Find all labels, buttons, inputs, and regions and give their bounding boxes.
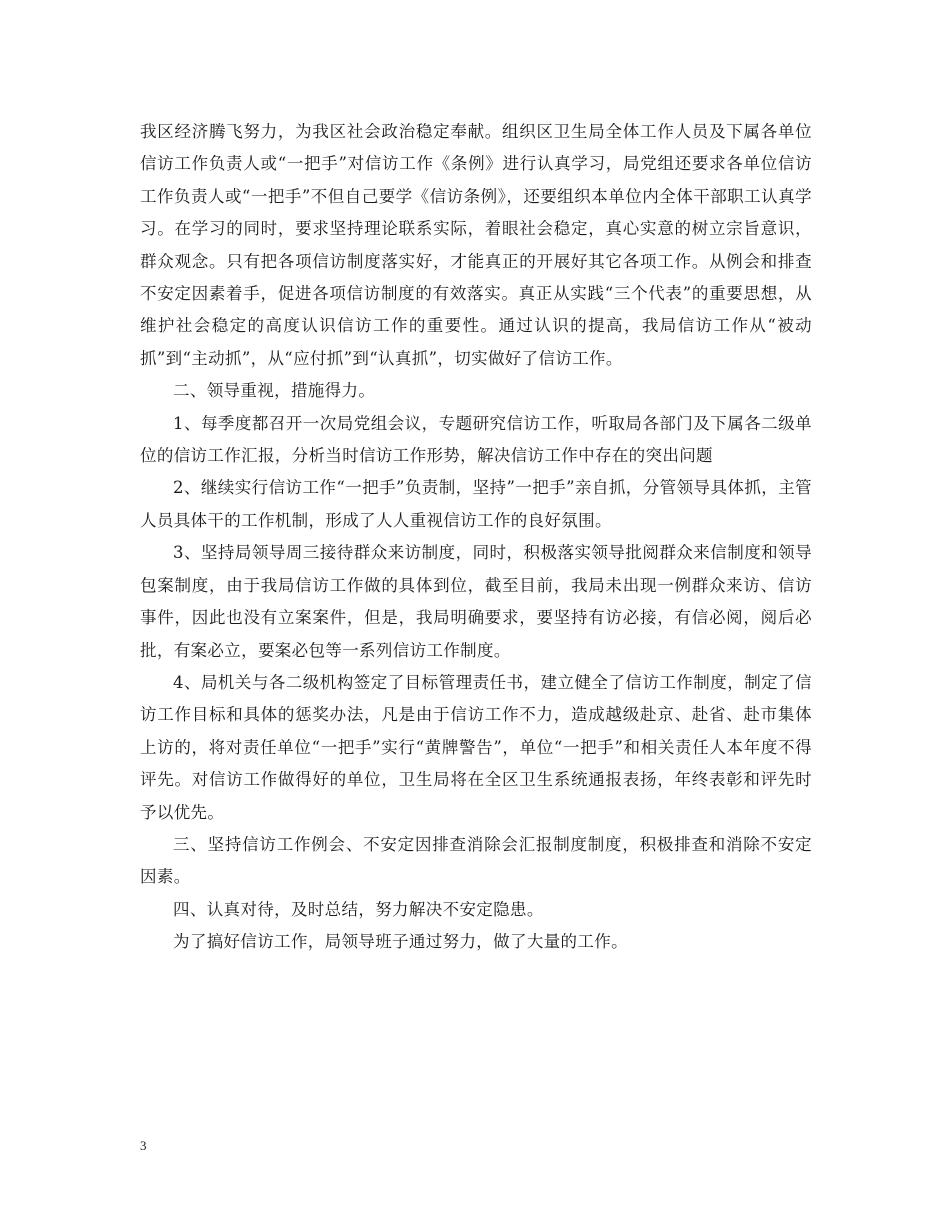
list-item-3: 3、坚持局领导周三接待群众来访制度，同时，积极落实领导批阅群众来信制度和领导包案制度，由于我局信访工作做的具体到位，截至目前，我局未出现一例群众来访、信访事件，因此也没有立案案件，但是，我局明确要求，要坚持有访必接，有信必阅，阅后必批，有案必立，要案必包等一系列信访工作制度。: [140, 543, 812, 660]
paragraph-closing: 为了搞好信访工作，局领导班子通过努力，做了大量的工作。: [173, 932, 628, 952]
list-item-2: 2、继续实行信访工作“一把手”负责制，坚持”一把手”亲自抓，分管领导具体抓，主管人员具体干的工作机制，形成了人人重视信访工作的良好氛围。: [140, 478, 812, 530]
list-item-1: 1、每季度都召开一次局党组会议，专题研究信访工作，听取局各部门及下属各二级单位的信访工作汇报，分析当时信访工作形势，解决信访工作中存在的突出问题: [140, 413, 812, 466]
document-body: [140, 116, 812, 959]
section-heading-3: 三、坚持信访工作例会、不安定因排查消除会汇报制度制度，积极排查和消除不安定因素。: [140, 834, 812, 887]
section-heading-2: 二、领导重视，措施得力。: [173, 381, 376, 401]
section-heading-4: 四、认真对待，及时总结，努力解决不安定隐患。: [173, 899, 544, 919]
paragraph-continuation: 我区经济腾飞努力，为我区社会政治稳定奉献。组织区卫生局全体工作人员及下属各单位信访工作负责人或“一把手”对信访工作《条例》进行认真学习，局党组还要求各单位信访工作负责人或“一把手”不但自己要学《信访条例》，还要组织本单位内全体干部职工认真学习。在学习的同时，要求坚持理论联系实际，着眼社会稳定，真心实意的树立宗旨意识，群众观念。只有把各项信访制度落实好，才能真正的开展好其它各项工作。从例会和排查不安定因素着手，促进各项信访制度的有效落实。真正从实践“三个代表”的重要思想，从维护社会稳定的高度认识信访工作的重要性。通过认识的提高，我局信访工作从“被动抓”到“主动抓”，从“应付抓”到“认真抓”，切实做好了信访工作。: [140, 122, 812, 368]
page-number: 3: [140, 1138, 147, 1153]
list-item-4: 4、局机关与各二级机构签定了目标管理责任书，建立健全了信访工作制度，制定了信访工作目标和具体的惩奖办法，凡是由于信访工作不力，造成越级赴京、赴省、赴市集体上访的，将对责任单位“一把手”实行“黄牌警告”，单位“一把手”和相关责任人本年度不得评先。对信访工作做得好的单位，卫生局将在全区卫生系统通报表扬，年终表彰和评先时予以优先。: [140, 672, 812, 822]
